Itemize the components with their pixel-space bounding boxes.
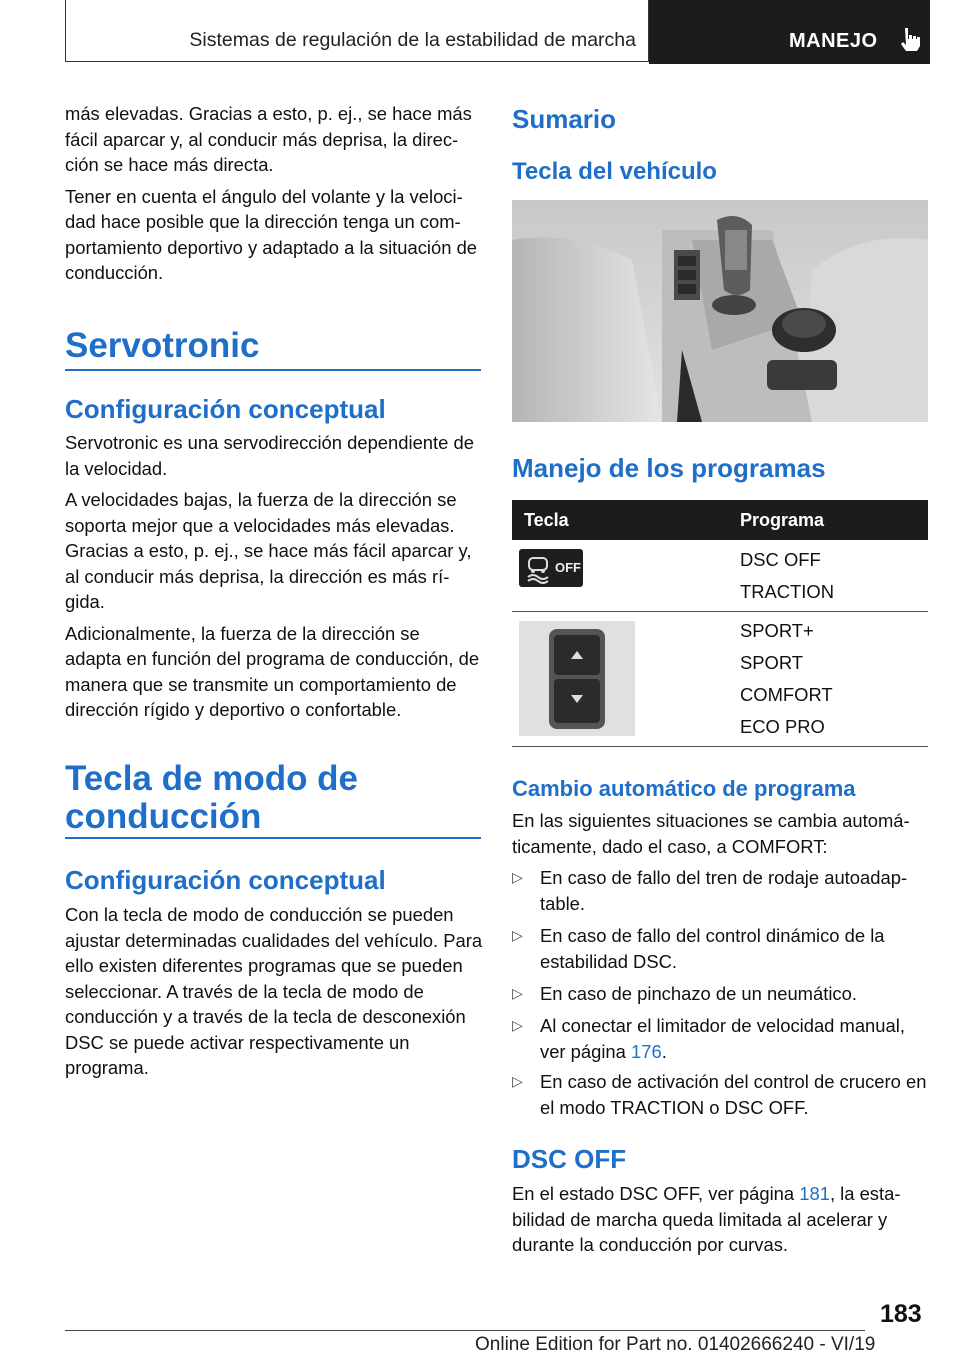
servotronic-paragraph-3: Adicionalmente, la fuerza de la dirección se adapta en función del programa de conducción, de manera que se transmite un comportamiento de dirección rígido y deportivo o confortable.: [65, 622, 480, 720]
heading-tecla-line-1: Tecla de modo de: [65, 759, 359, 798]
heading-servotronic: Servotronic: [65, 326, 260, 365]
bullet-triangle-icon: ▷: [512, 1073, 523, 1089]
heading-config-servotronic: Configuración conceptual: [65, 394, 386, 424]
servotronic-text: [65, 430, 481, 723]
dsc-off-text: [512, 1181, 930, 1258]
table-row-divider: [512, 746, 928, 747]
bullet-triangle-icon: ▷: [512, 927, 523, 943]
heading-rule: [65, 369, 481, 371]
bullet-triangle-icon: ▷: [512, 869, 523, 885]
list-item-text: En caso de fallo del control dinámico de la estabilidad DSC.: [540, 925, 885, 972]
program-comfort: COMFORT: [740, 684, 833, 705]
dsc-off-button-icon: [519, 549, 583, 587]
programs-table-header: [512, 500, 928, 540]
tecla-paragraph: Con la tecla de modo de conducción se pueden ajustar determinadas cualidades del vehículo. Para ello existen diferentes programas que se pueden seleccionar. A través de la tecla de modo de conducción y a través de la tecla de desconexión DSC se puede activar respectivamente un programa.: [65, 904, 483, 1078]
hand-pointer-icon: [897, 26, 921, 52]
list-item-text: En caso de pinchazo de un neumático.: [540, 983, 857, 1004]
intro-paragraph-1: más elevadas. Gracias a esto, p. ej., se hace más fácil aparcar y, al conducir más deprisa, la dirección se hace más directa.: [65, 103, 472, 175]
bullet-triangle-icon: ▷: [512, 1017, 523, 1033]
dsc-off-icon-label: OFF: [555, 560, 581, 575]
intro-paragraph-2: Tener en cuenta el ángulo del volante y la velocidad hace posible que la dirección tenga un comportamiento deportivo y adaptado a la situación de conducción.: [65, 185, 478, 283]
bullet-triangle-icon: ▷: [512, 985, 523, 1001]
chapter-label: MANEJO: [789, 30, 878, 52]
page-link-176[interactable]: 176: [631, 1040, 662, 1062]
heading-cambio-automatico: Cambio automático de programa: [512, 776, 856, 801]
dsc-off-text-post: , la estabilidad de marcha queda limitada al acelerar y durante la conducción por curvas.: [512, 1183, 901, 1255]
heading-tecla-modo: [65, 760, 481, 836]
page-number: 183: [880, 1300, 922, 1328]
dsc-off-paragraph: [512, 1181, 930, 1258]
programs-row-2: [740, 615, 833, 743]
column-tecla: Tecla: [524, 510, 569, 530]
dsc-off-text-pre: En el estado DSC OFF, ver página: [512, 1183, 800, 1204]
heading-manejo-programas: Manejo de los programas: [512, 453, 826, 483]
cambio-text: [512, 808, 930, 859]
list-item-text-pre: Al conectar el limitador de velocidad manual, ver página: [540, 1015, 905, 1062]
list-item-text: En caso de fallo del tren de rodaje autoadaptable.: [540, 867, 908, 914]
program-eco-pro: ECO PRO: [740, 716, 825, 737]
list-item-text: [540, 1013, 930, 1064]
section-title: Sistemas de regulación de la estabilidad de marcha: [189, 29, 636, 51]
programs-row-1: [740, 544, 834, 608]
tecla-text: [65, 902, 485, 1081]
program-sport-plus: SPORT+: [740, 620, 814, 641]
footer-rule: [65, 1330, 865, 1331]
heading-sumario: Sumario: [512, 104, 617, 134]
heading-tecla-vehiculo: Tecla del vehículo: [512, 158, 717, 185]
footer-edition: Online Edition for Part no. 01402666240 - VI/19: [475, 1334, 876, 1355]
heading-config-tecla: Configuración conceptual: [65, 865, 386, 895]
page-header: [65, 0, 930, 64]
program-dsc-off: DSC OFF: [740, 549, 821, 570]
servotronic-paragraph-1: Servotronic es una servodirección dependiente de la velocidad.: [65, 432, 474, 479]
servotronic-paragraph-2: A velocidades bajas, la fuerza de la dirección se soporta mejor que a velocidades más elevadas. Gracias a esto, p. ej., se hace más fácil aparcar y, al conducir más deprisa, la dirección es más rígida.: [65, 489, 472, 612]
heading-rule: [65, 837, 481, 839]
list-item-text-post: .: [661, 1040, 667, 1062]
heading-tecla-line-2: conducción: [65, 797, 262, 836]
list-item-text: En caso de activación del control de crucero en el modo TRACTION o DSC OFF.: [540, 1071, 927, 1118]
cambio-paragraph: En las siguientes situaciones se cambia automáticamente, dado el caso, a COMFORT:: [512, 810, 910, 857]
table-row-divider: [512, 611, 928, 612]
vehicle-console-photo: [512, 200, 928, 422]
driving-mode-switch-icon: [519, 621, 635, 736]
program-sport: SPORT: [740, 652, 804, 673]
page-link-181[interactable]: 181: [799, 1183, 830, 1204]
left-column: [65, 101, 481, 286]
program-traction: TRACTION: [740, 581, 834, 602]
column-programa: Programa: [740, 510, 825, 530]
heading-dsc-off: DSC OFF: [512, 1144, 627, 1174]
section-title-box: [65, 0, 649, 62]
chapter-tab[interactable]: [649, 0, 930, 64]
